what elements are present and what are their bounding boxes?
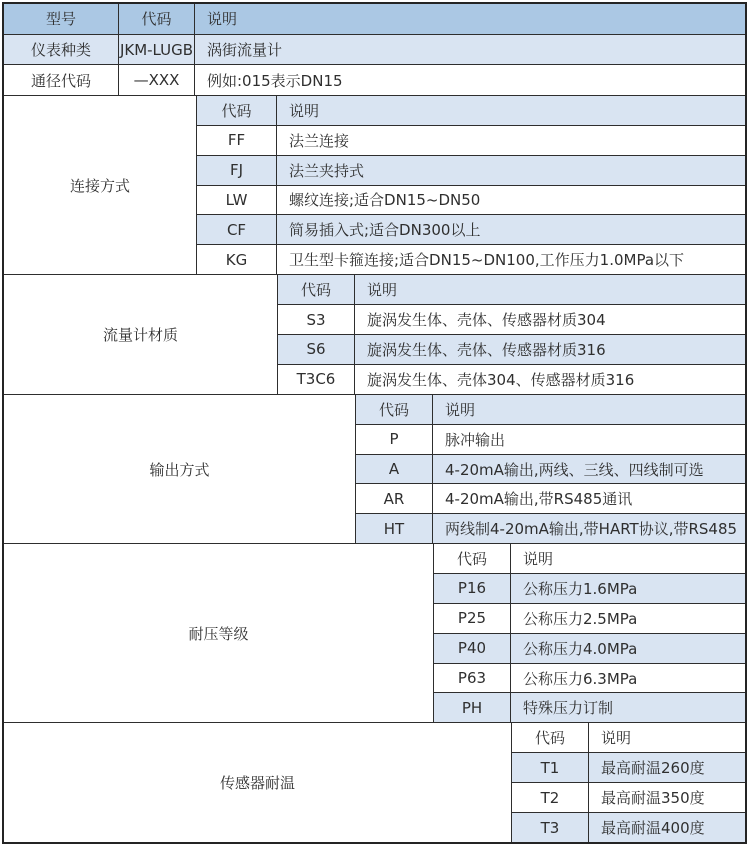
sub-header-desc-cell: 说明 xyxy=(289,101,320,120)
code-cell: CF xyxy=(197,215,277,244)
sub-row xyxy=(512,753,745,783)
desc-cell: 公称压力2.5MPa xyxy=(523,609,638,628)
code-cell: PH xyxy=(434,693,511,722)
code-cell: HT xyxy=(356,514,433,543)
sub-row xyxy=(197,186,745,216)
row-code-cell: —XXX xyxy=(119,65,195,95)
code-cell: T3C6 xyxy=(278,365,355,394)
desc-cell: 4-20mA输出,两线、三线、四线制可选 xyxy=(445,460,704,479)
desc-cell: 法兰夹持式 xyxy=(289,161,365,180)
row-code-cell: JKM-LUGB xyxy=(119,35,195,65)
code-cell: P40 xyxy=(434,634,511,663)
header-model-cell: 型号 xyxy=(4,4,119,34)
sub-row xyxy=(434,664,745,694)
sub-header-desc-cell: 说明 xyxy=(523,550,554,569)
desc-cell: 特殊压力订制 xyxy=(523,699,614,718)
sub-row xyxy=(197,156,745,186)
sub-row xyxy=(278,365,745,394)
section-label-cell: 流量计材质 xyxy=(4,275,278,394)
section-sub-table xyxy=(512,723,745,842)
section-4 xyxy=(4,544,745,723)
desc-cell: 旋涡发生体、壳体304、传感器材质316 xyxy=(367,370,635,389)
desc-cell: 4-20mA输出,带RS485通讯 xyxy=(445,490,633,509)
sub-row xyxy=(197,126,745,156)
code-cell: LW xyxy=(197,186,277,215)
sub-header-row xyxy=(512,723,745,753)
sub-header-code-cell: 代码 xyxy=(278,275,355,304)
sub-row xyxy=(278,305,745,335)
code-cell: T2 xyxy=(512,783,589,812)
model-selection-table xyxy=(2,2,747,844)
row-desc-cell: 涡街流量计 xyxy=(207,41,283,59)
desc-cell: 公称压力1.6MPa xyxy=(523,579,638,598)
section-2 xyxy=(4,275,745,395)
sub-header-row xyxy=(278,275,745,305)
code-cell: FF xyxy=(197,126,277,155)
desc-cell: 卫生型卡箍连接;适合DN15~DN100,工作压力1.0MPa以下 xyxy=(289,251,685,270)
header-code-cell: 代码 xyxy=(119,4,195,34)
section-sub-table xyxy=(434,544,745,722)
desc-cell: 螺纹连接;适合DN15~DN50 xyxy=(289,191,481,210)
sub-row xyxy=(356,484,745,514)
section-sub-table xyxy=(356,395,745,543)
sub-header-desc-cell: 说明 xyxy=(445,400,476,419)
desc-cell: 简易插入式;适合DN300以上 xyxy=(289,221,481,240)
sub-header-code-cell: 代码 xyxy=(197,96,277,125)
code-cell: P xyxy=(356,425,433,454)
sub-header-desc-cell: 说明 xyxy=(601,729,632,748)
section-label-cell: 连接方式 xyxy=(4,96,197,274)
sub-row xyxy=(356,514,745,543)
sub-row xyxy=(512,813,745,842)
sub-row xyxy=(434,634,745,664)
code-cell: T1 xyxy=(512,753,589,782)
desc-cell: 公称压力6.3MPa xyxy=(523,669,638,688)
section-label-cell: 输出方式 xyxy=(4,395,356,543)
table-header-row xyxy=(4,4,745,35)
desc-cell: 公称压力4.0MPa xyxy=(523,639,638,658)
sub-row xyxy=(434,604,745,634)
sub-row xyxy=(434,574,745,604)
section-5 xyxy=(4,723,745,842)
sub-header-code-cell: 代码 xyxy=(434,544,511,573)
sub-header-desc-cell: 说明 xyxy=(367,281,398,300)
desc-cell: 最高耐温350度 xyxy=(601,789,705,808)
table-row xyxy=(4,65,745,96)
header-desc-cell: 说明 xyxy=(207,10,238,29)
sub-row xyxy=(512,783,745,813)
section-label-cell: 耐压等级 xyxy=(4,544,434,722)
sub-row xyxy=(356,425,745,455)
sub-row xyxy=(197,215,745,245)
sub-row xyxy=(434,693,745,722)
code-cell: T3 xyxy=(512,813,589,842)
sub-header-code-cell: 代码 xyxy=(356,395,433,424)
code-cell: S6 xyxy=(278,335,355,364)
table-row xyxy=(4,35,745,66)
sub-header-row xyxy=(356,395,745,425)
code-cell: AR xyxy=(356,484,433,513)
row-label-cell: 仪表种类 xyxy=(4,35,119,65)
code-cell: P63 xyxy=(434,664,511,693)
section-3 xyxy=(4,395,745,544)
sub-header-row xyxy=(197,96,745,126)
row-desc-cell: 例如:015表示DN15 xyxy=(207,71,343,90)
code-cell: P16 xyxy=(434,574,511,603)
code-cell: FJ xyxy=(197,156,277,185)
sub-row xyxy=(356,455,745,485)
desc-cell: 最高耐温260度 xyxy=(601,759,705,778)
section-1 xyxy=(4,96,745,275)
sub-row xyxy=(278,335,745,365)
section-sub-table xyxy=(197,96,745,274)
desc-cell: 旋涡发生体、壳体、传感器材质304 xyxy=(367,311,606,329)
code-cell: P25 xyxy=(434,604,511,633)
section-sub-table xyxy=(278,275,745,394)
desc-cell: 最高耐温400度 xyxy=(601,819,705,838)
row-label-cell: 通径代码 xyxy=(4,65,119,95)
code-cell: KG xyxy=(197,245,277,274)
code-cell: S3 xyxy=(278,305,355,334)
sub-header-code-cell: 代码 xyxy=(512,723,589,752)
sub-header-row xyxy=(434,544,745,574)
desc-cell: 旋涡发生体、壳体、传感器材质316 xyxy=(367,340,606,359)
desc-cell: 法兰连接 xyxy=(289,131,350,150)
code-cell: A xyxy=(356,455,433,484)
desc-cell: 脉冲输出 xyxy=(445,430,506,449)
section-label-cell: 传感器耐温 xyxy=(4,723,512,842)
desc-cell: 两线制4-20mA输出,带HART协议,带RS485 xyxy=(445,520,738,539)
sub-row xyxy=(197,245,745,274)
